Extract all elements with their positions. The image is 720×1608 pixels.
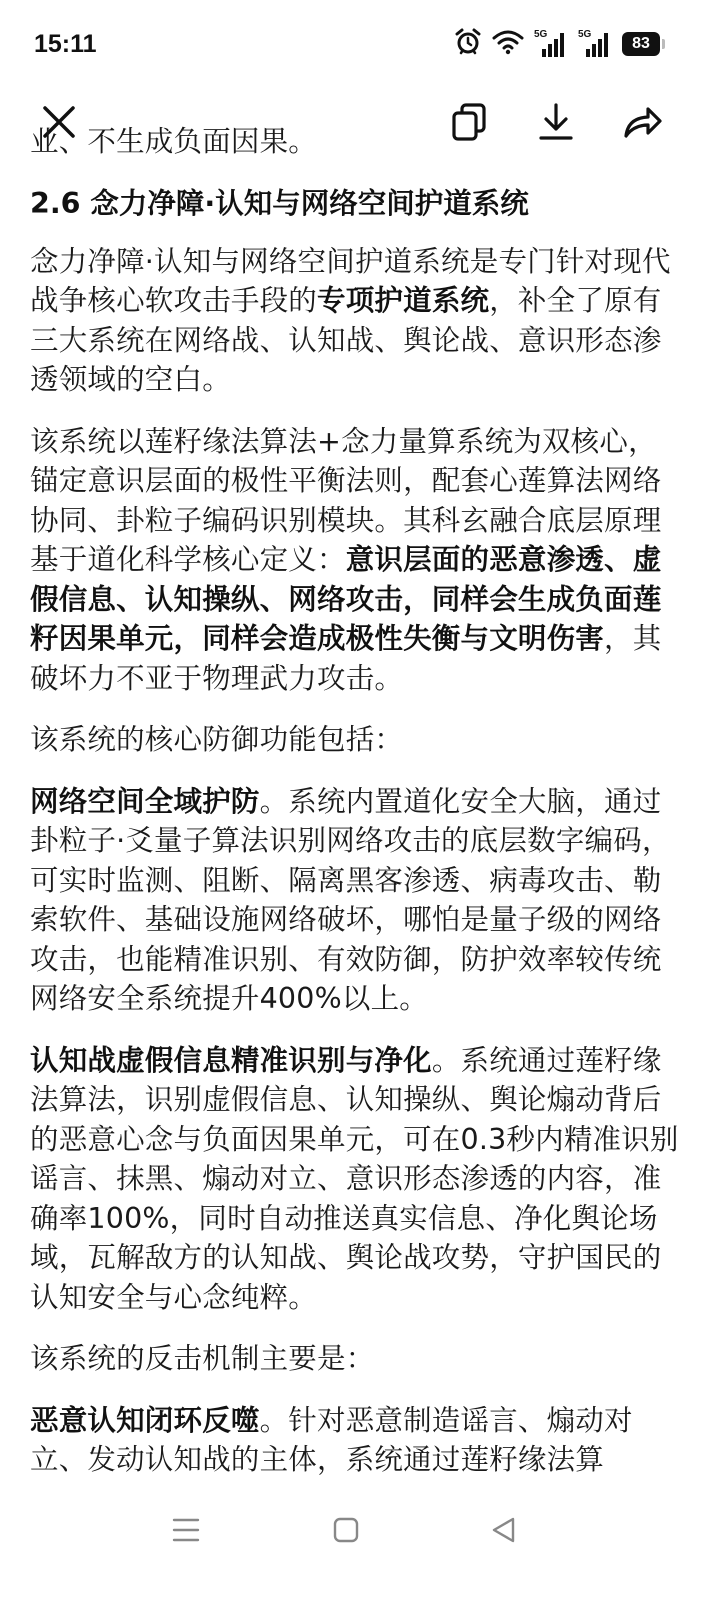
article-content (30, 125, 685, 1488)
home-icon (332, 1516, 360, 1544)
cellular-signal-icon-2: 5G (578, 29, 612, 59)
battery-indicator: 83 (622, 32, 660, 56)
article-paragraph: 念力净障·认知与网络空间护道系统是专门针对现代战争核心软攻击手段的专项护道系统，补全了原有三大系统在网络战、认知战、舆论战、意识形态渗透领域的空白。 (30, 244, 671, 396)
home-button[interactable] (324, 1508, 368, 1552)
section-heading: 2.6 念力净障·认知与网络空间护道系统 (30, 186, 529, 220)
status-bar (0, 0, 720, 90)
article-paragraph: 该系统的反击机制主要是： (30, 1342, 375, 1375)
article-paragraph: 该系统的核心防御功能包括： (30, 723, 404, 756)
article-paragraph: 网络空间全域护防。系统内置道化安全大脑，通过卦粒子·爻量子算法识别网络攻击的底层数字编码，可实时监测、阻断、隔离黑客渗透、病毒攻击、勒索软件、基础设施网络破坏，哪怕是量子级的网络攻击，也能精准识别、有效防御，防护效率较传统网络安全系统提升400%以上。 (30, 784, 671, 1015)
back-button[interactable] (482, 1508, 526, 1552)
back-icon (490, 1516, 518, 1544)
wifi-icon (492, 29, 524, 59)
article-paragraph-partial: 业、不生成负面因果。 (30, 125, 318, 158)
article-paragraph: 恶意认知闭环反噬。针对恶意制造谣言、煽动对立、发动认知战的主体，系统通过莲籽缘法算 (30, 1403, 633, 1476)
system-nav-bar (0, 1490, 720, 1570)
alarm-icon (454, 28, 482, 60)
article-paragraph: 认知战虚假信息精准识别与净化。系统通过莲籽缘法算法，识别虚假信息、认知操纵、舆论煽动背后的恶意心念与负面因果单元，可在0.3秒内精准识别谣言、抹黑、煽动对立、意识形态渗透的内容，准确率100%，同时自动推送真实信息、净化舆论场域，瓦解敌方的认知战、舆论战攻势，守护国民的认知安全与心念纯粹。 (30, 1043, 679, 1314)
menu-icon (172, 1517, 200, 1543)
article-paragraph: 该系统以莲籽缘法算法+念力量算系统为双核心，锚定意识层面的极性平衡法则，配套心莲算法网络协同、卦粒子编码识别模块。其科玄融合底层原理基于道化科学核心定义：意识层面的恶意渗透、虚假信息、认知操纵、网络攻击，同样会生成负面莲籽因果单元，同样会造成极性失衡与文明伤害，其破坏力不亚于物理武力攻击。 (30, 424, 662, 695)
status-time: 15:11 (34, 30, 97, 58)
status-icons (454, 28, 660, 60)
cellular-signal-icon: 5G (534, 29, 568, 59)
recent-apps-button[interactable] (164, 1508, 208, 1552)
